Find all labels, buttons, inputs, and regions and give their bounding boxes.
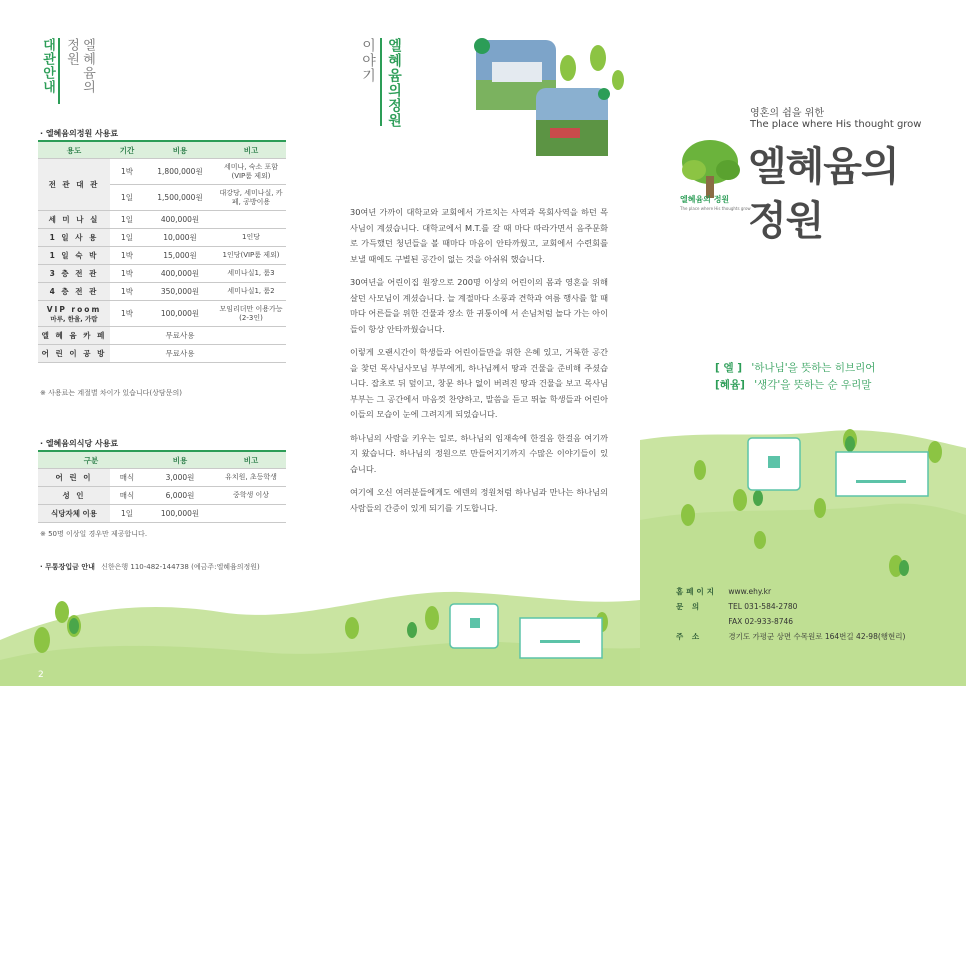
story-paragraph: 이렇게 오랜시간이 학생들과 어린이들만을 위한 은혜 있고, 거룩한 공간을 찾던 목사님사모님 부부에게, 하나님께서 땅과 건물을 준비해 주셨습니다. 잡초로 뒤 덮이고, 창문 하나 없이 버려진 땅과 건물을 보고 목사님 부부는 그 공간에서 마음껏 찬양하고, 말씀을 듣고 뛰놀 학생들과 어린아이들의 모습이 눈에 그려지게 되었습니다. bbox=[350, 347, 608, 419]
middle-title-col-2: 엘혜윰의정원 bbox=[386, 38, 402, 128]
row-period: 1일 bbox=[110, 211, 144, 229]
row-period: 매식 bbox=[110, 487, 144, 505]
row-cost: 350,000원 bbox=[144, 283, 216, 301]
table-row bbox=[38, 487, 286, 505]
col-header: 비고 bbox=[216, 141, 286, 159]
row-cost: 100,000원 bbox=[144, 301, 216, 327]
row-note bbox=[216, 211, 286, 229]
bank-account: 신한은행 110-482-144738 (예금주:엘혜윰의정원) bbox=[101, 563, 260, 571]
meaning-key: [혜윰] bbox=[715, 379, 745, 391]
col-header: 구분 bbox=[38, 451, 144, 469]
row-note: 세미나실1, 룸3 bbox=[216, 265, 286, 283]
title-divider bbox=[58, 38, 60, 104]
row-label: 4 층 전 관 bbox=[38, 283, 110, 301]
tagline-english: The place where His thought grow bbox=[750, 119, 922, 130]
row-label: 1 일 숙 박 bbox=[38, 247, 110, 265]
meaning-text: '생각'을 뜻하는 순 우리말 bbox=[754, 379, 872, 391]
row-note bbox=[216, 345, 286, 363]
row-label: 식당자체 이용 bbox=[38, 505, 110, 523]
row-period: 1박 bbox=[110, 301, 144, 327]
row-cost: 무료사용 bbox=[144, 327, 216, 345]
row-note: 세미나실1, 룸2 bbox=[216, 283, 286, 301]
contact-key: 문 의 bbox=[676, 602, 703, 611]
page-number: 2 bbox=[38, 670, 44, 680]
col-header: 비고 bbox=[216, 451, 286, 469]
row-period: 1일 bbox=[110, 505, 144, 523]
row-period: 1박 bbox=[110, 265, 144, 283]
contact-key: 홈페이지 bbox=[676, 587, 717, 596]
story-text bbox=[350, 205, 608, 524]
logo-subtext: The place where His thoughts grow bbox=[680, 206, 751, 211]
contact-value: 경기도 가평군 상면 수목원로 164번길 42-98(행현리) bbox=[728, 632, 906, 641]
main-title-line-2: 정원 bbox=[748, 198, 824, 244]
row-note: 세미나, 숙소 포함 (VIP룸 제외) bbox=[216, 159, 286, 185]
story-paragraph: 여기에 오신 여러분들에게도 에덴의 정원처럼 하나님과 만나는 하나님의 사람들의 간증이 있게 되기를 기도합니다. bbox=[350, 487, 608, 513]
vip-sublabel: 마루, 한울, 가람 bbox=[50, 314, 98, 323]
row-period: 1박 bbox=[110, 283, 144, 301]
row-label: 전 관 대 관 bbox=[38, 159, 110, 211]
row-note: 대강당, 세미나실, 카페, 공방이용 bbox=[216, 185, 286, 211]
contact-value: TEL 031-584-2780 bbox=[728, 602, 798, 611]
row-cost: 15,000원 bbox=[144, 247, 216, 265]
table-row bbox=[38, 469, 286, 487]
table-row bbox=[38, 345, 286, 363]
table-row bbox=[38, 211, 286, 229]
row-label: 엘 혜 윰 카 페 bbox=[38, 327, 110, 345]
row-cost: 100,000원 bbox=[144, 505, 216, 523]
col-header: 비용 bbox=[144, 141, 216, 159]
row-label: 세 미 나 실 bbox=[38, 211, 110, 229]
row-cost: 400,000원 bbox=[144, 265, 216, 283]
contact-row bbox=[676, 614, 905, 629]
table-row bbox=[38, 327, 286, 345]
homepage-link[interactable]: www.ehy.kr bbox=[728, 587, 772, 596]
meaning-key: [ 엘 ] bbox=[715, 362, 743, 374]
left-vertical-title bbox=[40, 38, 94, 104]
row-period: 매식 bbox=[110, 469, 144, 487]
row-note: 1인당(VIP룸 제외) bbox=[216, 247, 286, 265]
left-title-col-3: 엘혜윰의 bbox=[80, 38, 95, 94]
title-divider bbox=[380, 38, 382, 126]
row-note: 모임리더만 이용가능 (2-3인) bbox=[216, 301, 286, 327]
row-label: 어 린 이 bbox=[38, 469, 110, 487]
contact-row bbox=[676, 599, 905, 614]
meaning-el bbox=[715, 360, 875, 375]
contact-info bbox=[676, 584, 905, 644]
table-row bbox=[38, 265, 286, 283]
row-period: 1일 bbox=[110, 185, 144, 211]
row-cost: 3,000원 bbox=[144, 469, 216, 487]
story-paragraph: 하나님의 사람을 키우는 일로, 하나님의 임재속에 한걸음 한걸음 여기까지 왔습니다. 하나님의 정원으로 만들어지기까지 수많은 이야기들이 있습니다. bbox=[350, 432, 608, 474]
col-header: 기간 bbox=[110, 141, 144, 159]
bank-info bbox=[40, 562, 260, 572]
row-period bbox=[110, 345, 144, 363]
table1-title: · 엘혜윰의정원 사용료 bbox=[40, 129, 119, 138]
left-title-col-2: 정원 bbox=[64, 38, 79, 66]
left-title-col-1: 대관안내 bbox=[40, 38, 55, 94]
row-cost: 400,000원 bbox=[144, 211, 216, 229]
middle-vertical-title bbox=[360, 38, 402, 128]
row-note: 1인당 bbox=[216, 229, 286, 247]
vip-label: VIP room bbox=[46, 304, 102, 314]
table-row bbox=[38, 229, 286, 247]
story-paragraph: 30여년을 어린이집 원장으로 200명 이상의 어린이의 몸과 영혼을 위해 살던 사모님이 계셨습니다. 늘 계절마다 소풍과 견학과 여름 행사를 할 때마다 어른들을 위한 건물과 장소 한 귀퉁이에 서 손님처럼 놀다 가는 아이들이 항상 안타까웠습니다. bbox=[350, 277, 608, 334]
row-cost: 1,500,000원 bbox=[144, 185, 216, 211]
row-period: 1박 bbox=[110, 159, 144, 185]
row-note: 유치원, 초등학생 bbox=[216, 469, 286, 487]
contact-value: FAX 02-933-8746 bbox=[728, 617, 794, 626]
row-cost: 무료사용 bbox=[144, 345, 216, 363]
table2-title: · 엘혜윰의식당 사용료 bbox=[40, 439, 119, 448]
row-cost: 6,000원 bbox=[144, 487, 216, 505]
table-row bbox=[38, 159, 286, 185]
story-paragraph: 30여년 가까이 대학교와 교회에서 가르치는 사역과 목회사역을 하던 목사님이 계셨습니다. 대학교에서 M.T.를 갈 때 마다 따라가면서 음주문화로 가득했던 청년들을 볼 때마다 마음이 안타까웠고, 교회에서 수련회를 보낼 때에도 구별된 공간이 없는 것을 아쉬워 했습니다. bbox=[350, 207, 608, 264]
row-cost: 1,800,000원 bbox=[144, 159, 216, 185]
contact-key: 주 소 bbox=[676, 632, 703, 641]
main-title bbox=[748, 140, 899, 248]
table-row bbox=[38, 247, 286, 265]
table-row bbox=[38, 505, 286, 523]
contact-row bbox=[676, 584, 905, 599]
row-label: 성 인 bbox=[38, 487, 110, 505]
col-header: 용도 bbox=[38, 141, 110, 159]
row-note bbox=[216, 505, 286, 523]
cafeteria-fee-table bbox=[38, 450, 286, 523]
row-label bbox=[38, 301, 110, 327]
row-label: 3 층 전 관 bbox=[38, 265, 110, 283]
col-header: 비용 bbox=[144, 451, 216, 469]
venue-fee-table bbox=[38, 140, 286, 363]
logo-text: 엘혜윰의 정원 bbox=[680, 195, 730, 204]
row-period bbox=[110, 327, 144, 345]
row-note bbox=[216, 327, 286, 345]
row-period: 1박 bbox=[110, 247, 144, 265]
meaning-hyeyum bbox=[715, 377, 871, 392]
table-row bbox=[38, 283, 286, 301]
table2-footnote: ※ 50명 이상일 경우만 제공합니다. bbox=[40, 530, 148, 538]
middle-title-col-1: 이야기 bbox=[360, 38, 376, 83]
row-note: 중학생 이상 bbox=[216, 487, 286, 505]
tagline-korean: 영혼의 쉼을 위한 bbox=[750, 108, 824, 119]
table1-footnote: ※ 사용료는 계절별 차이가 있습니다(상담문의) bbox=[40, 389, 182, 397]
row-cost: 10,000원 bbox=[144, 229, 216, 247]
main-title-line-1: 엘혜윰의 bbox=[748, 144, 899, 190]
contact-row bbox=[676, 629, 905, 644]
row-period: 1일 bbox=[110, 229, 144, 247]
bank-label: · 무통장입금 안내 bbox=[40, 563, 95, 571]
table-row bbox=[38, 301, 286, 327]
meaning-text: '하나님'을 뜻하는 히브리어 bbox=[751, 362, 876, 374]
row-label: 1 일 사 용 bbox=[38, 229, 110, 247]
row-label: 어 린 이 공 방 bbox=[38, 345, 110, 363]
